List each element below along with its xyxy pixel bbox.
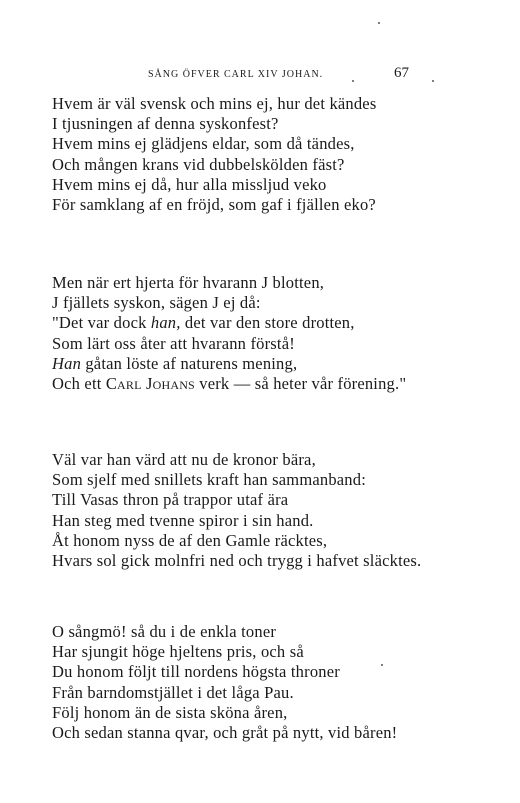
verse-line: O sångmö! så du i de enkla toner — [52, 622, 277, 641]
verse-line: I tjusningen af denna syskonfest? — [52, 114, 279, 134]
verse-line: J fjällets syskon, sägen J ej då: — [52, 293, 261, 313]
verse-line: Hvem är väl svensk och mins ej, hur det kändes — [52, 94, 377, 113]
stanza-4 — [52, 622, 492, 743]
verse-text: det var den store drotten, — [180, 313, 355, 333]
verse-text: gåtan löste af naturens mening, — [81, 353, 298, 373]
verse-line: Som sjelf med snillets kraft han sammanband: — [52, 470, 366, 490]
verse-line — [52, 354, 492, 374]
verse-line: Du honom följt till nordens högsta throner — [52, 662, 340, 682]
verse-line: Hvem mins ej då, hur alla missljud veko — [52, 174, 327, 194]
verse-line: För samklang af en fröjd, som gaf i fjällen eko? — [52, 194, 376, 214]
verse-line: Och mången krans vid dubbelskölden fäst? — [52, 154, 345, 174]
print-speck — [352, 80, 354, 82]
verse-line: Som lärt oss åter att hvarann förstå! — [52, 333, 295, 353]
verse-line: Har sjungit höge hjeltens pris, och så — [52, 642, 304, 662]
print-speck — [432, 80, 434, 82]
verse-line: Hvars sol gick molnfri ned och trygg i hafvet släcktes. — [52, 550, 422, 570]
running-head — [148, 65, 448, 84]
verse-line: Åt honom nyss de af den Gamle räcktes, — [52, 530, 328, 550]
verse-italic: han, — [150, 313, 181, 333]
running-title: SÅNG ÖFVER CARL XIV JOHAN. — [148, 69, 324, 80]
verse-line: Från barndomstjället i det låga Pau. — [52, 682, 294, 702]
verse-text: verk — så heter vår förening." — [194, 373, 407, 393]
print-speck — [378, 22, 380, 24]
verse-line: Och sedan stanna qvar, och gråt på nytt, vid båren! — [52, 722, 398, 742]
verse-line: Följ honom än de sista sköna åren, — [52, 702, 288, 722]
verse-text: Och ett — [52, 373, 106, 393]
verse-line: Hvem mins ej glädjens eldar, som då tändes, — [52, 134, 355, 154]
verse-italic: Han — [52, 353, 82, 373]
verse-small-caps: Carl Johans — [105, 373, 195, 393]
stanza-2 — [52, 273, 492, 394]
verse-line: Men när ert hjerta för hvarann J blotten, — [52, 273, 325, 292]
page-number: 67 — [394, 65, 409, 81]
verse-line: Till Vasas thron på trappor utaf ära — [52, 490, 289, 510]
verse-line — [52, 313, 492, 333]
stanza-3 — [52, 450, 492, 571]
verse-line: Han steg med tvenne spiror i sin hand. — [52, 510, 314, 530]
verse-text: "Det var dock — [52, 313, 151, 333]
stanza-1 — [52, 94, 492, 215]
verse-line: Väl var han värd att nu de kronor bära, — [52, 450, 316, 469]
verse-line — [52, 374, 492, 394]
